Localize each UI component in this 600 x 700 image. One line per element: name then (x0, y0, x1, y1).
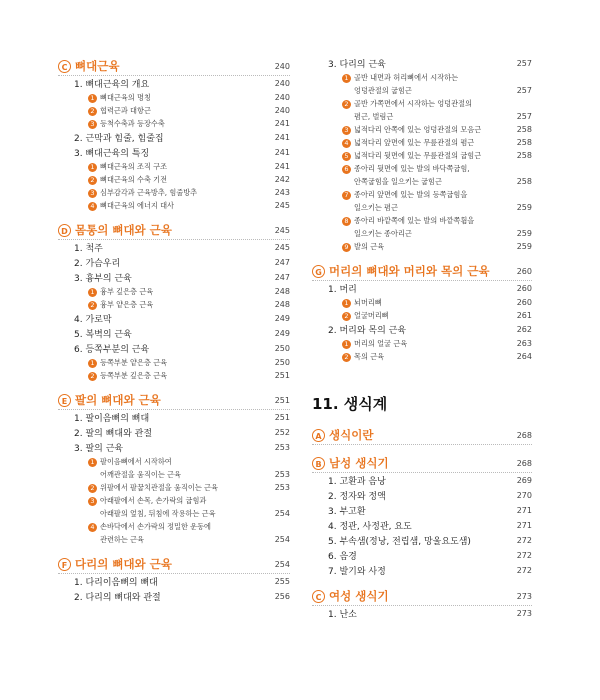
section-letter-badge: F (58, 558, 71, 571)
toc-entry-label: 넓적다리 안쪽에 있는 엉덩관절의 모음근 (354, 124, 482, 134)
toc-entry-label: 몸통의 뼈대와 근육 (75, 223, 172, 237)
toc-entry[interactable] (58, 410, 290, 425)
toc-entry-label: 2. 가슴우리 (74, 259, 121, 269)
item-number-badge: 1 (342, 340, 351, 349)
item-number-badge: 8 (342, 217, 351, 226)
toc-entry[interactable] (58, 589, 290, 604)
toc-entry-label: 2. 팔의 뼈대와 관절 (74, 429, 153, 439)
toc-entry-label: 관련하는 근육 (100, 534, 144, 544)
page-number: 271 (516, 521, 532, 530)
item-number-badge: 3 (88, 497, 97, 506)
page-number: 272 (516, 566, 532, 575)
page-number: 257 (516, 59, 532, 68)
section-letter-badge: E (58, 394, 71, 407)
page-number: 259 (516, 203, 532, 212)
toc-entry[interactable] (312, 518, 532, 533)
toc-entry[interactable] (312, 503, 532, 518)
toc-entry-label: 일으키는 폄근 (354, 202, 398, 212)
item-number-badge: 4 (342, 139, 351, 148)
item-number-badge: 5 (342, 152, 351, 161)
toc-entry[interactable] (58, 574, 290, 589)
chapter-title: 11. 생식계 (312, 394, 388, 413)
toc-entry-label: 심부감각과 근육방추, 힘줄방추 (100, 187, 198, 197)
toc-entry[interactable] (58, 186, 290, 199)
toc-entry[interactable] (312, 350, 532, 363)
page-number: 268 (516, 458, 532, 468)
toc-entry[interactable] (312, 227, 532, 240)
page-number: 245 (274, 243, 290, 252)
item-number-badge: 2 (88, 301, 97, 310)
toc-entry[interactable] (312, 56, 532, 71)
page-number: 261 (516, 311, 532, 320)
toc-entry[interactable] (58, 455, 290, 468)
page-number: 251 (274, 371, 290, 380)
item-number-badge: 1 (88, 359, 97, 368)
toc-entry-label: 위팔에서 팔꿉치관절을 움직이는 근육 (100, 482, 218, 492)
page-number: 251 (274, 413, 290, 422)
toc-entry[interactable] (312, 309, 532, 322)
toc-entry-label: 다리의 뼈대와 근육 (75, 557, 172, 571)
toc-entry-label: 3. 흉부의 근육 (74, 274, 132, 284)
item-number-badge: 2 (88, 176, 97, 185)
section-letter-badge: D (58, 224, 71, 237)
page-number: 240 (274, 106, 290, 115)
toc-entry-label: 손바닥에서 손가락의 정밀한 운동에 (100, 521, 212, 531)
toc-entry[interactable] (58, 326, 290, 341)
toc-entry-label: 발의 근육 (354, 241, 385, 251)
toc-entry-label: 2. 정자와 정액 (328, 492, 386, 502)
toc-entry-label: 7. 발기와 사정 (328, 567, 386, 577)
page-number: 245 (274, 201, 290, 210)
page-number: 259 (516, 229, 532, 238)
toc-entry[interactable] (312, 97, 532, 110)
page-number: 250 (274, 344, 290, 353)
page-number: 240 (274, 79, 290, 88)
toc-section[interactable] (58, 220, 290, 240)
toc-entry-label: 3. 팔의 근육 (74, 444, 124, 454)
toc-entry-label: 4. 정관, 사정관, 요도 (328, 522, 412, 532)
section-letter-badge: G (312, 265, 325, 278)
toc-entry-label: 2. 다리의 뼈대와 관절 (74, 593, 161, 603)
page-number: 252 (274, 428, 290, 437)
toc-entry[interactable] (312, 296, 532, 309)
toc-entry[interactable] (312, 188, 532, 201)
item-number-badge: 1 (88, 288, 97, 297)
toc-entry[interactable] (312, 149, 532, 162)
toc-entry-label: 종아리 앞면에 있는 발의 등쪽굽힘을 (354, 189, 468, 199)
toc-section[interactable] (58, 554, 290, 574)
toc-entry[interactable] (312, 123, 532, 136)
page-number: 260 (516, 298, 532, 307)
toc-entry-label: 3. 다리의 근육 (328, 60, 386, 70)
toc-entry[interactable] (312, 322, 532, 337)
toc-entry-label: 생식이란 (329, 428, 374, 442)
toc-entry-label: 1. 척주 (74, 244, 103, 254)
item-number-badge: 6 (342, 165, 351, 174)
page-number: 255 (274, 577, 290, 586)
toc-entry-label: 등척수축과 등장수축 (100, 118, 165, 128)
toc-entry-label: 6. 음경 (328, 552, 357, 562)
toc-entry-label: 1. 머리 (328, 285, 357, 295)
toc-entry[interactable] (58, 520, 290, 533)
toc-entry-label: 3. 부고환 (328, 507, 366, 517)
toc-entry-label: 뼈대근육의 조직 구조 (100, 161, 168, 171)
item-number-badge: 7 (342, 191, 351, 200)
toc-entry[interactable] (58, 369, 290, 382)
toc-entry-label: 골반 가쪽면에서 시작하는 엉덩관절의 (354, 98, 472, 108)
toc-entry-label: 2. 근막과 힘줄, 힘줄집 (74, 134, 164, 144)
page-number: 260 (516, 266, 532, 276)
toc-entry[interactable] (58, 298, 290, 311)
toc-entry[interactable] (58, 117, 290, 130)
toc-entry-label: 폄근, 벌림근 (354, 111, 394, 121)
page-number: 241 (274, 133, 290, 142)
item-number-badge: 1 (88, 163, 97, 172)
toc-entry[interactable] (58, 130, 290, 145)
page-number: 247 (274, 273, 290, 282)
toc-entry[interactable] (58, 104, 290, 117)
toc-entry-label: 머리의 얼굴 근육 (354, 338, 408, 348)
toc-section[interactable] (312, 453, 532, 473)
page-number: 260 (516, 284, 532, 293)
toc-entry[interactable] (312, 175, 532, 188)
toc-entry[interactable] (312, 337, 532, 350)
toc-section[interactable] (58, 390, 290, 410)
section-letter-badge: C (58, 60, 71, 73)
page-number: 250 (274, 358, 290, 367)
page-number: 256 (274, 592, 290, 601)
section-letter-badge: C (312, 590, 325, 603)
page-number: 258 (516, 177, 532, 186)
toc-entry[interactable] (58, 199, 290, 212)
toc-entry-label: 3. 뼈대근육의 특징 (74, 149, 150, 159)
toc-entry[interactable] (312, 110, 532, 123)
toc-entry-label: 일으키는 종아리근 (354, 228, 412, 238)
toc-entry[interactable] (58, 160, 290, 173)
page-number: 259 (516, 242, 532, 251)
toc-section[interactable] (312, 586, 532, 606)
toc-entry-label: 협력근과 대항근 (100, 105, 151, 115)
toc-entry[interactable] (312, 240, 532, 253)
item-number-badge: 3 (88, 120, 97, 129)
page-number: 253 (274, 443, 290, 452)
toc-entry-label: 어깨관절을 움직이는 근육 (100, 469, 181, 479)
toc-entry[interactable] (312, 563, 532, 578)
toc-entry[interactable] (58, 255, 290, 270)
page-number: 254 (274, 535, 290, 544)
page-number: 240 (274, 93, 290, 102)
page-number: 264 (516, 352, 532, 361)
item-number-badge: 2 (342, 312, 351, 321)
toc-entry[interactable] (312, 201, 532, 214)
toc-entry-label: 5. 부속샘(정낭, 전립샘, 망울요도샘) (328, 537, 471, 547)
page-number: 270 (516, 491, 532, 500)
page-number: 240 (274, 61, 290, 71)
section-letter-badge: B (312, 457, 325, 470)
page-number: 272 (516, 536, 532, 545)
toc-entry-label: 안쪽굽힘을 일으키는 굽힘근 (354, 176, 442, 186)
page-number: 254 (274, 509, 290, 518)
page-number: 262 (516, 325, 532, 334)
toc-entry-label: 종아리 뒷면에 있는 발의 바닥쪽굽힘, (354, 163, 470, 173)
toc-entry[interactable] (312, 162, 532, 175)
toc-entry-label: 1. 고환과 음낭 (328, 477, 386, 487)
toc-entry-label: 머리의 뼈대와 머리와 목의 근육 (329, 264, 490, 278)
page-number: 254 (274, 559, 290, 569)
toc-entry-label: 아래팔의 엎침, 뒤침에 작용하는 근육 (100, 508, 216, 518)
toc-entry-label: 팔이음뼈에서 시작하여 (100, 456, 172, 466)
item-number-badge: 1 (342, 299, 351, 308)
toc-left-column (58, 56, 290, 604)
toc-entry[interactable] (312, 71, 532, 84)
toc-entry-label: 흉부 깊은층 근육 (100, 286, 154, 296)
page-number: 253 (274, 470, 290, 479)
toc-section[interactable] (58, 56, 290, 76)
page-number: 273 (516, 609, 532, 618)
toc-entry-label: 남성 생식기 (329, 456, 389, 470)
toc-entry[interactable] (312, 214, 532, 227)
toc-entry[interactable] (312, 473, 532, 488)
toc-entry[interactable] (58, 311, 290, 326)
toc-entry[interactable] (58, 533, 290, 546)
toc-entry-label: 뼈대근육 (75, 59, 120, 73)
toc-entry-label: 1. 난소 (328, 610, 357, 620)
toc-entry[interactable] (58, 440, 290, 455)
toc-entry-label: 1. 다리이음뼈의 뼈대 (74, 578, 158, 588)
page-number: 245 (274, 225, 290, 235)
toc-entry-label: 뼈대근육의 에너지 대사 (100, 200, 175, 210)
toc-entry-label: 팔의 뼈대와 근육 (75, 393, 161, 407)
toc-entry-label: 5. 복벽의 근육 (74, 330, 132, 340)
toc-entry-label: 골반 내면과 허리뼈에서 시작하는 (354, 72, 459, 82)
toc-section[interactable] (312, 261, 532, 281)
toc-entry-label: 종아리 바깥쪽에 있는 발의 바깥쪽휨을 (354, 215, 475, 225)
page-number: 272 (516, 551, 532, 560)
page-number: 249 (274, 314, 290, 323)
toc-entry-label: 1. 팔이음뼈의 뼈대 (74, 414, 150, 424)
toc-entry-label: 엉덩관절의 굽힘근 (354, 85, 412, 95)
section-letter-badge: A (312, 429, 325, 442)
item-number-badge: 4 (88, 202, 97, 211)
page-number: 258 (516, 138, 532, 147)
page-number: 271 (516, 506, 532, 515)
toc-entry[interactable] (312, 548, 532, 563)
item-number-badge: 3 (88, 189, 97, 198)
page-number: 241 (274, 162, 290, 171)
toc-entry-label: 등쪽부분 얕은층 근육 (100, 357, 168, 367)
toc-entry-label: 뼈대근육의 명칭 (100, 92, 151, 102)
item-number-badge: 2 (342, 100, 351, 109)
page-number: 263 (516, 339, 532, 348)
page-number: 253 (274, 483, 290, 492)
toc-entry[interactable] (58, 481, 290, 494)
toc-entry[interactable] (58, 494, 290, 507)
toc-entry-label: 6. 등쪽부분의 근육 (74, 345, 150, 355)
toc-entry-label: 뇌머리뼈 (354, 297, 382, 307)
page-number: 268 (516, 430, 532, 440)
toc-entry[interactable] (312, 533, 532, 548)
toc-entry-label: 흉부 얕은층 근육 (100, 299, 154, 309)
item-number-badge: 1 (342, 74, 351, 83)
toc-entry-label: 1. 뼈대근육의 개요 (74, 80, 150, 90)
toc-entry-label: 등쪽부분 깊은층 근육 (100, 370, 168, 380)
toc-entry-label: 넓적다리 뒷면에 있는 무릎관절의 굽힘근 (354, 150, 482, 160)
page-number: 242 (274, 175, 290, 184)
toc-entry[interactable] (58, 145, 290, 160)
toc-entry[interactable] (312, 488, 532, 503)
item-number-badge: 2 (88, 484, 97, 493)
toc-entry[interactable] (58, 270, 290, 285)
page-number: 241 (274, 148, 290, 157)
toc-entry-label: 4. 가로막 (74, 315, 112, 325)
toc-entry-label: 넓적다리 앞면에 있는 무릎관절의 폄근 (354, 137, 475, 147)
toc-entry[interactable] (58, 91, 290, 104)
toc-section[interactable] (312, 425, 532, 445)
toc-entry[interactable] (312, 606, 532, 621)
toc-entry[interactable] (58, 341, 290, 356)
toc-entry[interactable] (312, 84, 532, 97)
toc-entry[interactable] (312, 136, 532, 149)
page-number: 257 (516, 86, 532, 95)
page-number: 258 (516, 125, 532, 134)
item-number-badge: 4 (88, 523, 97, 532)
toc-entry-label: 아래팔에서 손목, 손가락의 굽힘과 (100, 495, 207, 505)
toc-entry-label: 목의 근육 (354, 351, 385, 361)
page-number: 247 (274, 258, 290, 267)
page-number: 251 (274, 395, 290, 405)
toc-entry-label: 뼈대근육의 수축 기전 (100, 174, 168, 184)
page-number: 241 (274, 119, 290, 128)
toc-entry[interactable] (58, 425, 290, 440)
toc-entry[interactable] (312, 281, 532, 296)
toc-entry-label: 여성 생식기 (329, 589, 389, 603)
item-number-badge: 2 (342, 353, 351, 362)
page-number: 269 (516, 476, 532, 485)
page-number: 258 (516, 151, 532, 160)
item-number-badge: 2 (88, 107, 97, 116)
page-number: 243 (274, 188, 290, 197)
item-number-badge: 3 (342, 126, 351, 135)
toc-entry[interactable] (58, 173, 290, 186)
toc-entry[interactable] (58, 76, 290, 91)
page-number: 248 (274, 300, 290, 309)
page-number: 257 (516, 112, 532, 121)
item-number-badge: 1 (88, 94, 97, 103)
toc-entry[interactable] (58, 356, 290, 369)
item-number-badge: 9 (342, 243, 351, 252)
toc-entry[interactable] (58, 468, 290, 481)
toc-entry[interactable] (58, 507, 290, 520)
toc-entry-label: 얼굴머리뼈 (354, 310, 389, 320)
toc-entry-label: 2. 머리와 목의 근육 (328, 326, 407, 336)
page-number: 249 (274, 329, 290, 338)
toc-entry[interactable] (58, 285, 290, 298)
page-number: 248 (274, 287, 290, 296)
toc-entry[interactable] (58, 240, 290, 255)
page-number: 273 (516, 591, 532, 601)
item-number-badge: 2 (88, 372, 97, 381)
toc-right-column (312, 56, 532, 621)
item-number-badge: 1 (88, 458, 97, 467)
